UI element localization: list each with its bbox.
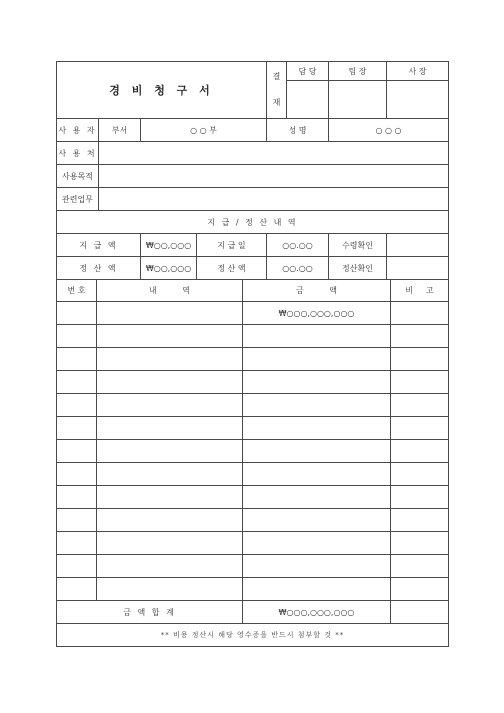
row-number-cell[interactable]: [57, 325, 97, 348]
header-number: 번 호: [57, 280, 97, 302]
related-work-field[interactable]: [99, 188, 449, 211]
row-number-cell[interactable]: [57, 578, 97, 601]
total-remarks-cell[interactable]: [391, 601, 449, 624]
row-remarks-cell[interactable]: [391, 440, 449, 463]
row-remarks-cell[interactable]: [391, 578, 449, 601]
row-amount-cell[interactable]: [243, 532, 391, 555]
row-number-cell[interactable]: [57, 440, 97, 463]
payment-amount-label: 지 급 액: [57, 234, 141, 257]
approval-label-top: 결: [272, 72, 281, 81]
expense-items-table: [56, 279, 449, 647]
row-description-cell[interactable]: [97, 348, 243, 371]
row-remarks-cell[interactable]: [391, 532, 449, 555]
row-description-cell[interactable]: [97, 509, 243, 532]
row-number-cell[interactable]: [57, 555, 97, 578]
row-remarks-cell[interactable]: [391, 302, 449, 325]
user-label: 사 용 자: [57, 119, 99, 142]
row-amount-cell[interactable]: [243, 348, 391, 371]
name-value[interactable]: ○ ○ ○: [329, 119, 449, 142]
row-number-cell[interactable]: [57, 302, 97, 325]
row-description-cell[interactable]: [97, 394, 243, 417]
row-amount-cell[interactable]: [243, 486, 391, 509]
settle-confirm-label: 정산확인: [329, 257, 387, 280]
row-description-cell[interactable]: [97, 578, 243, 601]
row-amount-cell[interactable]: [243, 555, 391, 578]
row-remarks-cell[interactable]: [391, 325, 449, 348]
settle-date-label: 정 산 액: [197, 257, 267, 280]
settle-amount-label: 정 산 액: [57, 257, 141, 280]
row-description-cell[interactable]: [97, 440, 243, 463]
form-header-table: [56, 61, 449, 280]
header-description: 내 역: [97, 280, 243, 302]
total-label: 금 액 합 계: [57, 601, 243, 624]
table-row: [57, 348, 449, 371]
row-amount-cell[interactable]: [243, 463, 391, 486]
related-work-label: 관련업무: [57, 188, 99, 211]
receipt-confirm-label: 수령확인: [329, 234, 387, 257]
row-number-cell[interactable]: [57, 394, 97, 417]
row-remarks-cell[interactable]: [391, 348, 449, 371]
approval-box-ceo[interactable]: [387, 81, 449, 119]
row-amount-cell[interactable]: ₩○○○,○○○,○○○: [243, 302, 391, 325]
row-remarks-cell[interactable]: [391, 394, 449, 417]
approval-box-staff[interactable]: [287, 81, 329, 119]
dept-label: 부서: [99, 119, 141, 142]
usage-purpose-field[interactable]: [99, 165, 449, 188]
payment-date-label: 지 급 일: [197, 234, 267, 257]
row-remarks-cell[interactable]: [391, 509, 449, 532]
row-remarks-cell[interactable]: [391, 555, 449, 578]
header-remarks: 비 고: [391, 280, 449, 302]
usage-place-field[interactable]: [99, 142, 449, 165]
row-amount-cell[interactable]: [243, 371, 391, 394]
row-amount-cell[interactable]: [243, 578, 391, 601]
row-remarks-cell[interactable]: [391, 417, 449, 440]
approval-box-team-lead[interactable]: [329, 81, 387, 119]
total-value[interactable]: ₩○○○,○○○,○○○: [243, 601, 391, 624]
document-title: 경 비 청 구 서: [57, 62, 267, 119]
table-row: [57, 509, 449, 532]
table-row: [57, 463, 449, 486]
row-description-cell[interactable]: [97, 302, 243, 325]
row-number-cell[interactable]: [57, 509, 97, 532]
row-amount-cell[interactable]: [243, 417, 391, 440]
row-number-cell[interactable]: [57, 348, 97, 371]
row-description-cell[interactable]: [97, 486, 243, 509]
row-amount-cell[interactable]: [243, 394, 391, 417]
approval-label-bottom: 재: [272, 98, 281, 107]
row-description-cell[interactable]: [97, 532, 243, 555]
settle-confirm-field[interactable]: [387, 257, 449, 280]
row-description-cell[interactable]: [97, 463, 243, 486]
table-row: [57, 394, 449, 417]
receipt-attachment-note: ** 비용 정산시 해당 영수증을 반드시 첨부할 것 **: [57, 624, 449, 647]
table-row: [57, 325, 449, 348]
row-amount-cell[interactable]: [243, 509, 391, 532]
settle-date-value[interactable]: ○○.○○: [267, 257, 329, 280]
table-row: [57, 417, 449, 440]
expense-claim-form: [56, 61, 448, 647]
table-row: [57, 371, 449, 394]
row-number-cell[interactable]: [57, 417, 97, 440]
table-row: [57, 440, 449, 463]
total-row: [57, 601, 449, 624]
row-remarks-cell[interactable]: [391, 486, 449, 509]
table-row: [57, 578, 449, 601]
row-remarks-cell[interactable]: [391, 463, 449, 486]
dept-value[interactable]: ○ ○ 부: [141, 119, 267, 142]
name-label: 성 명: [267, 119, 329, 142]
approval-label: [267, 62, 287, 119]
row-description-cell[interactable]: [97, 325, 243, 348]
approval-role-staff: 담 당: [287, 62, 329, 81]
table-row: [57, 302, 449, 325]
row-number-cell[interactable]: [57, 532, 97, 555]
settlement-section-title: 지 급 / 정 산 내 역: [57, 211, 449, 234]
settle-amount-value[interactable]: ₩○○,○○○: [141, 257, 197, 280]
approval-role-ceo: 사 장: [387, 62, 449, 81]
usage-purpose-label: 사용목적: [57, 165, 99, 188]
approval-role-team-lead: 팀 장: [329, 62, 387, 81]
row-description-cell[interactable]: [97, 371, 243, 394]
usage-place-label: 사 용 처: [57, 142, 99, 165]
receipt-confirm-field[interactable]: [387, 234, 449, 257]
row-description-cell[interactable]: [97, 555, 243, 578]
row-number-cell[interactable]: [57, 486, 97, 509]
payment-date-value[interactable]: ○○.○○: [267, 234, 329, 257]
table-row: [57, 532, 449, 555]
row-number-cell[interactable]: [57, 463, 97, 486]
table-row: [57, 555, 449, 578]
payment-amount-value[interactable]: ₩○○,○○○: [141, 234, 197, 257]
row-number-cell[interactable]: [57, 371, 97, 394]
row-description-cell[interactable]: [97, 417, 243, 440]
table-row: [57, 486, 449, 509]
row-amount-cell[interactable]: [243, 440, 391, 463]
header-amount: 금 액: [243, 280, 391, 302]
row-amount-cell[interactable]: [243, 325, 391, 348]
row-remarks-cell[interactable]: [391, 371, 449, 394]
